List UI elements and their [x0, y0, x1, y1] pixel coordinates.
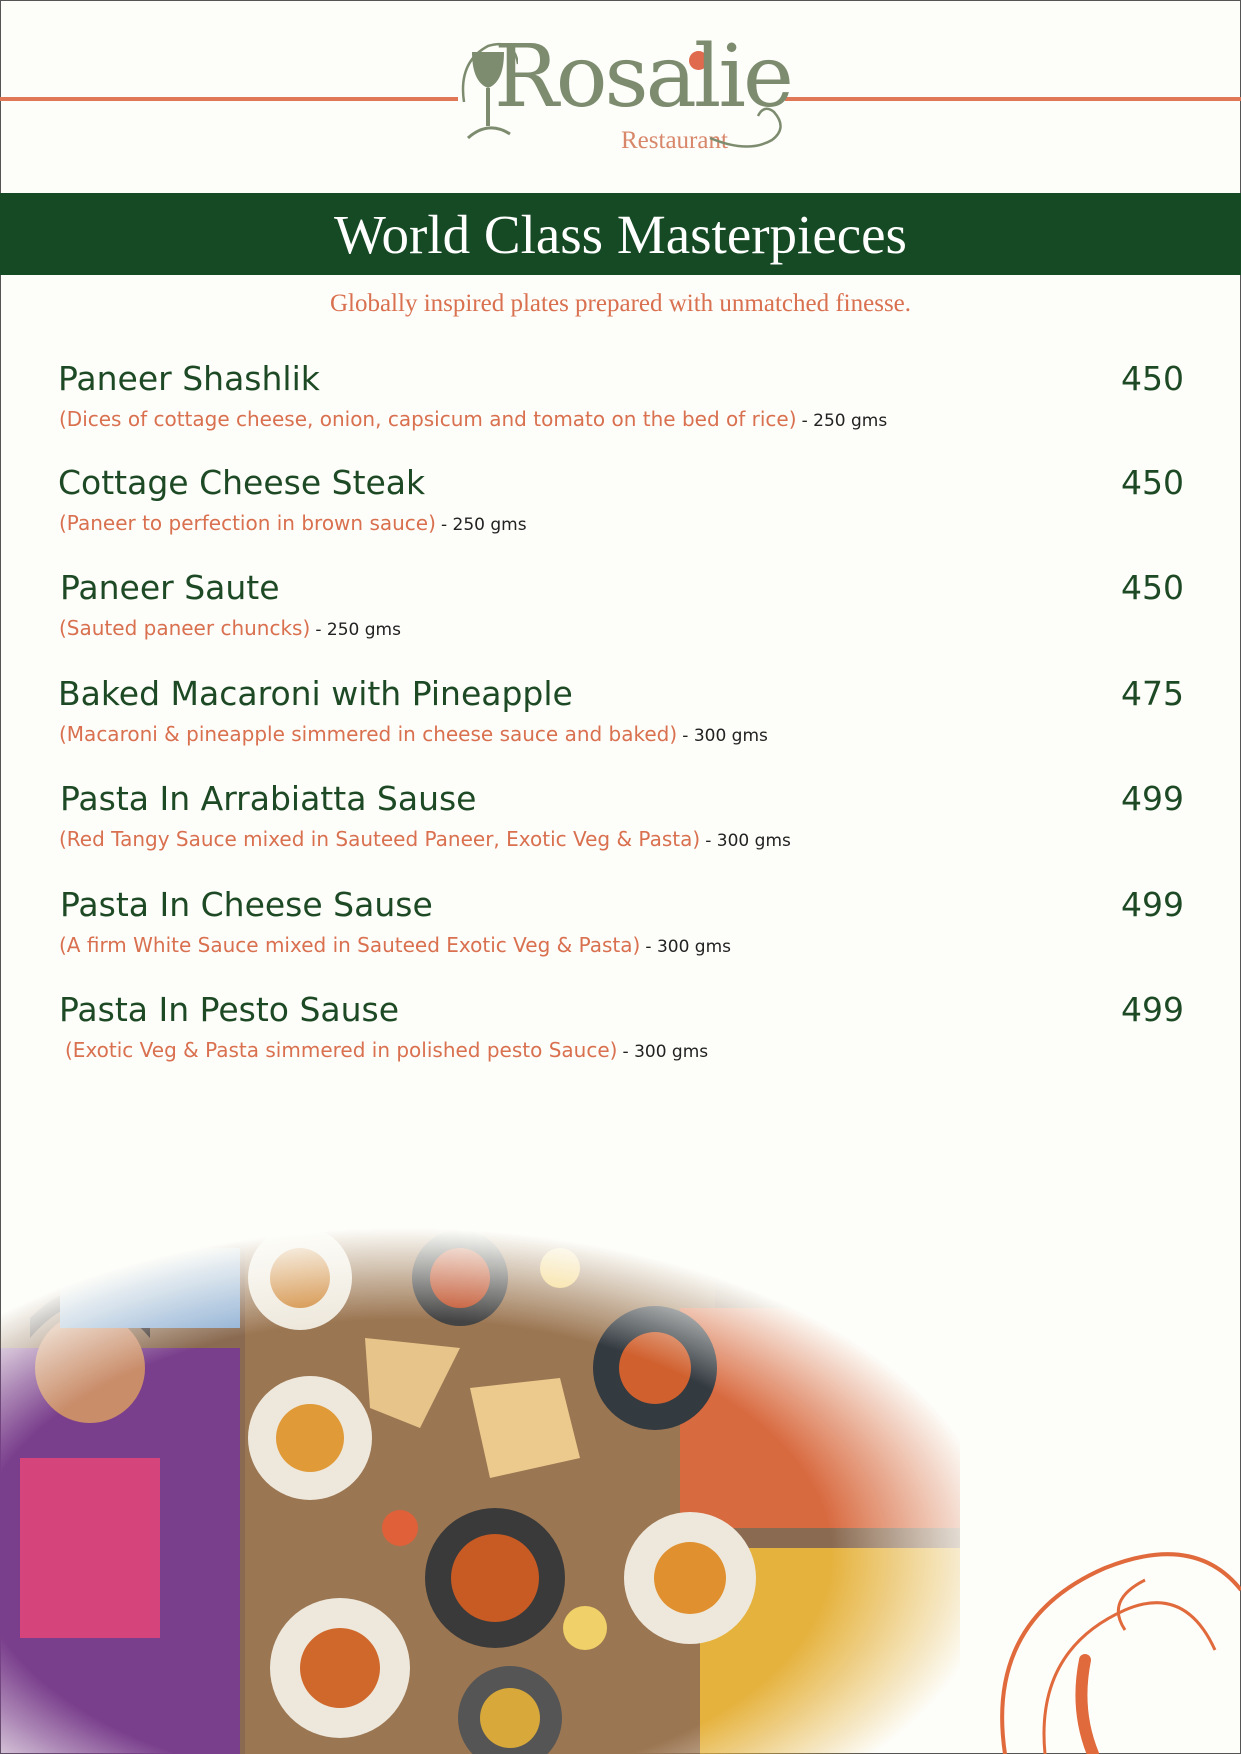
swirl-icon: [975, 1540, 1241, 1754]
header-rule-right: [785, 97, 1241, 101]
item-weight: - 300 gms: [645, 937, 732, 957]
item-price: 450: [1121, 359, 1184, 398]
logo-flourish: [708, 98, 788, 158]
item-description: (Exotic Veg & Pasta simmered in polished pesto Sauce): [65, 1038, 618, 1062]
section-subtitle: Globally inspired plates prepared with unmatched finesse.: [329, 290, 912, 317]
menu-item: [58, 674, 1184, 756]
item-details: [65, 1037, 708, 1065]
menu-item: [58, 463, 1184, 545]
brand-subtitle: Restaurant: [621, 127, 728, 154]
item-description: (Macaroni & pineapple simmered in cheese sauce and baked): [59, 722, 678, 746]
item-name: Cottage Cheese Steak: [58, 463, 426, 502]
item-weight: - 300 gms: [682, 726, 768, 746]
item-details: [59, 510, 527, 538]
item-details: [59, 406, 887, 434]
item-weight: - 300 gms: [705, 831, 791, 851]
item-name: Paneer Saute: [60, 568, 280, 607]
header-rule-left: [0, 97, 458, 101]
item-details: [59, 615, 401, 643]
menu-item: [58, 568, 1184, 650]
item-description: (Sauted paneer chuncks): [59, 616, 311, 640]
section-title: World Class Masterpieces: [334, 203, 907, 265]
item-details: [59, 826, 791, 854]
item-details: [59, 721, 768, 749]
brand-name: Rosalie: [494, 27, 791, 127]
brand-logo: [458, 27, 791, 160]
item-name: Pasta In Pesto Sause: [59, 990, 400, 1029]
menu-item: [58, 990, 1184, 1072]
section-banner: [0, 193, 1241, 275]
item-name: Pasta In Cheese Sause: [60, 885, 433, 924]
item-price: 499: [1121, 990, 1184, 1029]
item-description: (Paneer to perfection in brown sauce): [59, 511, 436, 535]
item-name: Pasta In Arrabiatta Sause: [60, 779, 477, 818]
item-description: (Red Tangy Sauce mixed in Sauteed Paneer, Exotic Veg & Pasta): [59, 827, 701, 851]
item-name: Paneer Shashlik: [58, 359, 320, 398]
item-description: (A firm White Sauce mixed in Sauteed Exotic Veg & Pasta): [59, 933, 641, 957]
item-price: 499: [1121, 885, 1184, 924]
item-weight: - 300 gms: [622, 1042, 709, 1062]
item-name: Baked Macaroni with Pineapple: [58, 674, 573, 713]
menu-item: [58, 885, 1184, 967]
item-weight: - 250 gms: [801, 411, 888, 431]
item-price: 450: [1121, 463, 1184, 502]
item-price: 499: [1121, 779, 1184, 818]
item-price: 450: [1121, 568, 1184, 607]
item-weight: - 250 gms: [315, 620, 401, 640]
menu-item: [58, 359, 1184, 441]
item-price: 475: [1121, 674, 1184, 713]
item-details: [59, 932, 731, 960]
item-description: (Dices of cottage cheese, onion, capsicum and tomato on the bed of rice): [59, 407, 797, 431]
menu-item: [58, 779, 1184, 861]
food-table-photo: [0, 1228, 960, 1754]
item-weight: - 250 gms: [441, 515, 527, 535]
